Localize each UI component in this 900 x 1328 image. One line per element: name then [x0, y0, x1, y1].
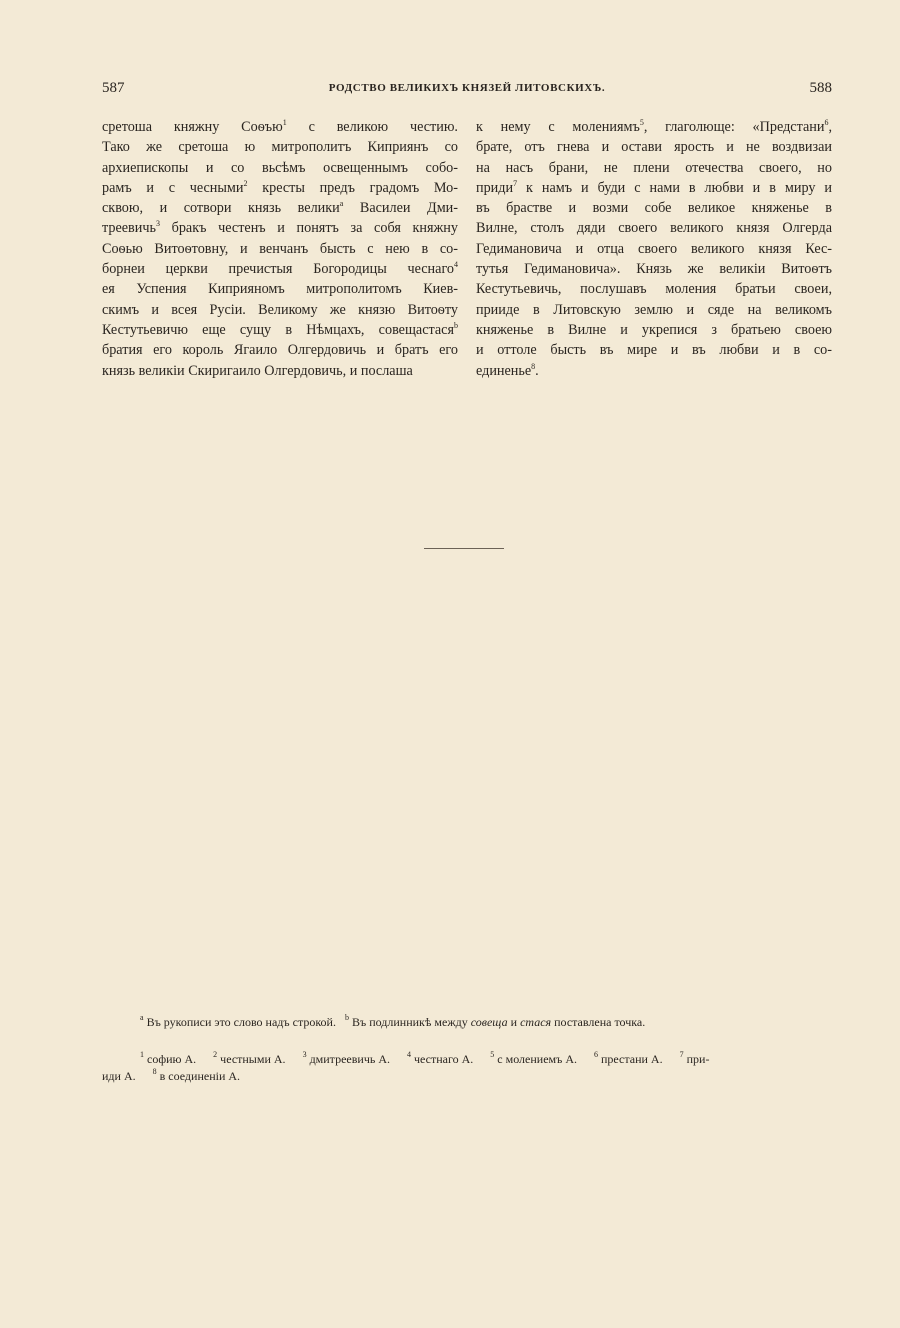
- text-run: Соѳью Витоѳтовну, и венчанъ бысть с нею в со-: [102, 240, 458, 257]
- footnote-ref: b: [454, 320, 458, 330]
- right-column-line: [476, 279, 832, 299]
- right-column-line: [476, 361, 832, 381]
- running-title: РОДСТВО ВЕЛИКИХЪ КНЯЗЕЙ ЛИТОВСКИХЪ.: [328, 82, 606, 94]
- text-run: Василеи Дми-: [343, 200, 458, 217]
- right-column-line: [476, 259, 832, 279]
- text-run: Вилне, столъ дяди своего великого князя Олгерда: [476, 220, 832, 237]
- text-run: Гедимановича и отца своего великого князя Кес-: [476, 240, 832, 257]
- page-header: [102, 80, 832, 102]
- editorial-footnotes: [140, 1015, 820, 1030]
- right-column-line: [476, 137, 832, 157]
- text-run: брате, отъ гнева и остави ярость и не воздвизаи: [476, 139, 832, 156]
- left-column-line: [102, 198, 458, 218]
- section-divider: [424, 548, 504, 549]
- variant-note-6: $^6$ престани А.: [594, 1050, 663, 1066]
- text-run: прииде в Литовскую землю и сяде на великомъ: [476, 301, 832, 318]
- text-run: тутья Гедимановича». Князь же великіи Витоѳтъ: [476, 261, 832, 278]
- right-column-line: [476, 320, 832, 340]
- left-column-line: [102, 239, 458, 259]
- footnote-ref: 4: [454, 260, 458, 270]
- footnote-ref: 6: [824, 118, 829, 127]
- text-run: братия его король Ягаило Олгердовичь и братъ его: [102, 342, 458, 359]
- page-number-right: 588: [809, 80, 832, 96]
- footnote-b-word-1: совеща: [470, 1015, 508, 1029]
- left-column-line: [102, 340, 458, 360]
- text-run: сквою, и сотвори князь велики: [102, 200, 340, 217]
- right-column-line: [476, 218, 832, 238]
- text-run: князь великіи Скиригаило Олгердовичь, и послаша: [102, 362, 413, 379]
- text-run: приди: [476, 179, 514, 196]
- text-run: к намъ и буди с нами в любви и в миру и: [517, 179, 832, 196]
- text-run: бракъ честенъ и понятъ за собя княжну: [159, 220, 458, 237]
- variant-note-1: $^1$ софию А.: [140, 1050, 197, 1066]
- text-run: с великою честию.: [286, 119, 458, 135]
- text-run: на насъ брани, не плени отечества своего, но: [476, 159, 832, 176]
- variant-note-8: $^8$ в соединеніи А.: [152, 1067, 241, 1083]
- footnote-b-text-2: и: [507, 1015, 521, 1029]
- text-run: кресты предъ градомъ Мо-: [247, 179, 458, 196]
- text-run: скимъ и всея Русіи. Великому же князю Витоѳту: [102, 301, 458, 318]
- footnote-b-word-2: стася: [520, 1015, 552, 1029]
- text-run: и оттоле бысть въ мире и въ любви и в со-: [476, 342, 832, 359]
- left-column-line: [102, 320, 458, 340]
- text-run: сретоша княжну Соѳъю: [102, 119, 283, 135]
- footnote-b-text-3: поставлена точка.: [551, 1015, 646, 1029]
- left-column-line: [102, 300, 458, 320]
- text-run: Кестутьевичь, послушавъ моления братьи своеи,: [476, 281, 832, 298]
- right-column-line: [476, 117, 832, 137]
- text-run: ,: [828, 119, 832, 135]
- left-column-line: [102, 117, 458, 137]
- footnote-ref: 8: [531, 361, 536, 371]
- variant-line-1: [102, 1051, 832, 1068]
- footnote-ref: 2: [243, 178, 248, 188]
- left-column-line: [102, 279, 458, 299]
- left-column-line: [102, 361, 458, 381]
- left-column-line: [102, 137, 458, 157]
- text-run: треевичь: [102, 220, 156, 237]
- left-column-line: [102, 259, 458, 279]
- footnote-ref: 1: [282, 118, 287, 127]
- text-run: единенье: [476, 362, 532, 379]
- footnote-ref: 5: [639, 118, 644, 127]
- text-run: въ брастве и возми собе великое княженье в: [476, 200, 832, 217]
- text-run: ея Успения Киприяномъ митрополитомъ Киев-: [102, 281, 458, 298]
- right-column-line: [476, 178, 832, 198]
- text-run: борнеи церкви пречистыя Богородицы чеснаго: [102, 261, 454, 278]
- variant-note-4: $^4$ честнаго А.: [407, 1050, 474, 1066]
- right-column-line: [476, 300, 832, 320]
- text-run: Кестутьевичю еще сущу в Нѣмцахъ, совещастася: [102, 321, 454, 338]
- text-run: к нему с мoлениямъ: [476, 119, 640, 135]
- page-number-left: 587: [102, 80, 125, 96]
- text-run: рамъ и с чесными: [102, 179, 244, 196]
- right-column-line: [476, 340, 832, 360]
- footnote-ref: 7: [513, 178, 518, 188]
- left-column-line: [102, 178, 458, 198]
- footnote-ref: 3: [155, 219, 160, 229]
- variant-footnotes: [102, 1051, 832, 1085]
- left-column-line: [102, 158, 458, 178]
- text-run: архиепископы и со вьсѣмъ освещеннымъ собо-: [102, 159, 458, 176]
- variant-note-5: $^5$ с молениемъ А.: [490, 1050, 577, 1066]
- right-column-line: [476, 158, 832, 178]
- right-column-line: [476, 198, 832, 218]
- text-column-right: [476, 117, 832, 381]
- footnote-b-text-1: Въ подлинникѣ между: [348, 1015, 471, 1029]
- variant-note-7: $^7$ при-: [679, 1050, 710, 1066]
- text-column-left: [102, 117, 458, 381]
- variant-note-2: $^2$ честными А.: [213, 1050, 286, 1066]
- text-run: княженье в Вилне и укрепися з братьею своею: [476, 321, 832, 338]
- variant-line-2: [102, 1068, 832, 1085]
- text-run: , глаголюще: «Предстани: [643, 119, 825, 135]
- footnote-ref: a: [339, 199, 344, 209]
- footnote-mark-a: a: [140, 1013, 144, 1022]
- variant-note-7-cont: иди А.: [102, 1069, 136, 1083]
- text-run: Тако же сретоша ю митрополитъ Киприянъ со: [102, 139, 458, 156]
- left-column-line: [102, 218, 458, 238]
- footnote-a-text: Въ рукописи это слово надъ строкой.: [143, 1015, 336, 1029]
- right-column-line: [476, 239, 832, 259]
- variant-note-3: $^3$ дмитреевичь А.: [302, 1050, 390, 1066]
- footnote-mark-b: b: [344, 1013, 349, 1022]
- text-run: .: [535, 362, 539, 379]
